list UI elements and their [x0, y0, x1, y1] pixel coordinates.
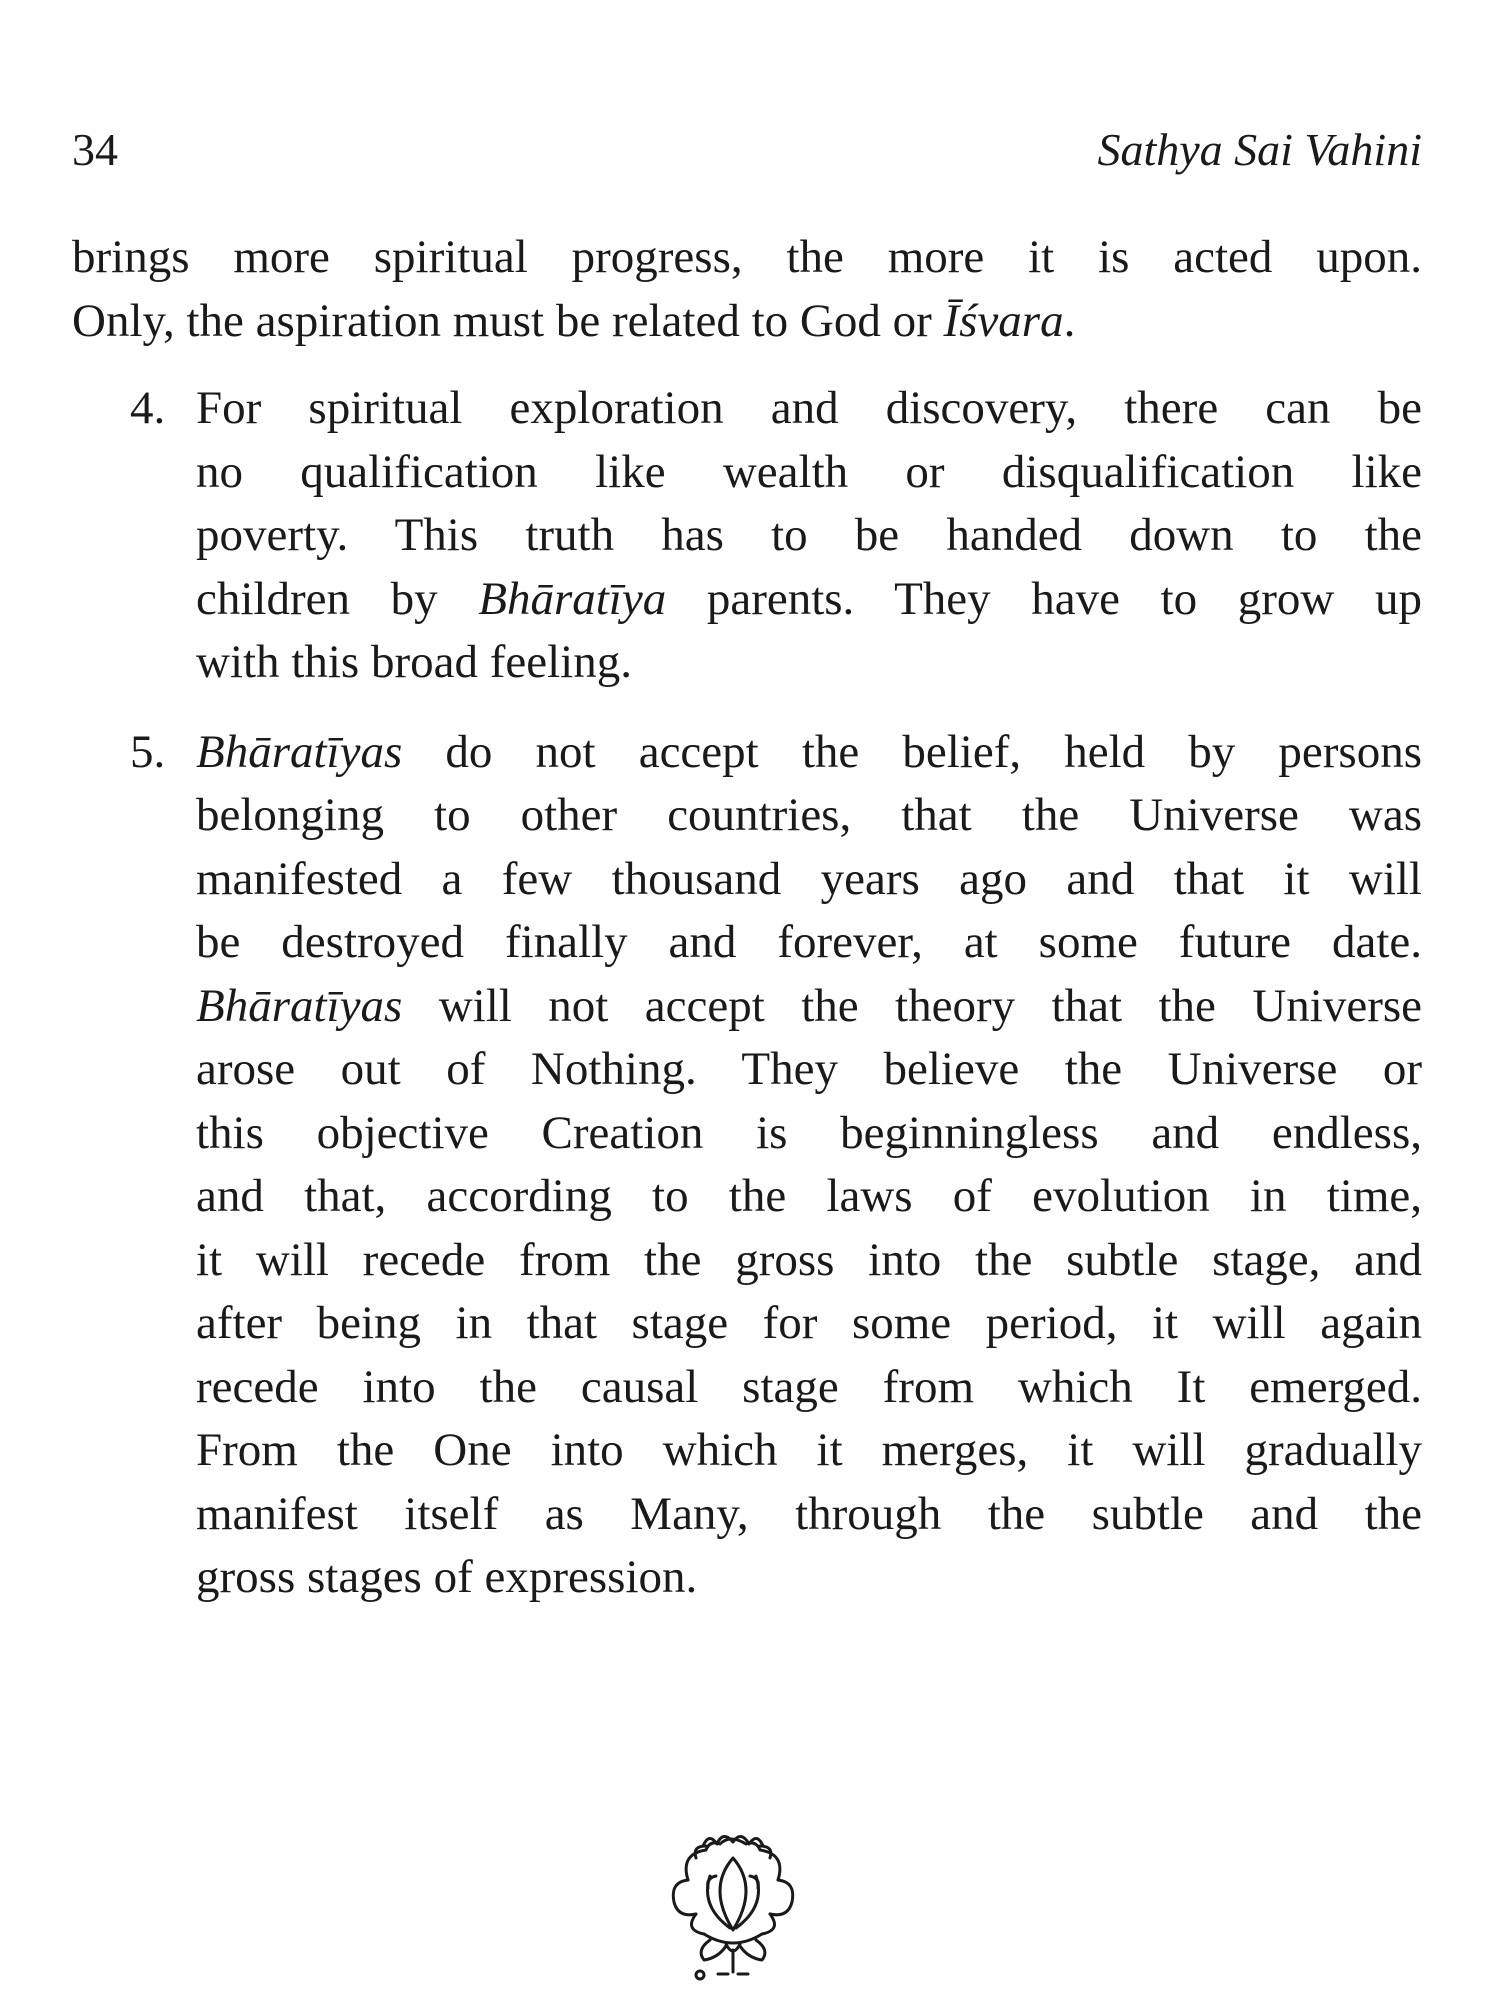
list-marker: 5. — [130, 725, 166, 778]
list-item-text: For spiritual exploration and discovery, there can be no qualification like wealth or disqualification like poverty. This truth has to be handed down to the children by Bhāratīya parents. They have to grow up with this broad feeling. — [196, 382, 1422, 688]
term-isvara: Īśvara — [943, 294, 1064, 347]
list-marker: 4. — [130, 382, 166, 434]
running-head — [72, 120, 1422, 180]
term-bharatiyas: Bhāratīyas — [196, 979, 403, 1032]
page-number: 34 — [72, 124, 118, 175]
term-bharatiyas: Bhāratīyas — [196, 725, 403, 778]
intro-line-2: Only, the aspiration must be related to God or Īśvara. — [72, 294, 1076, 347]
list-item-text: Bhāratīyas do not accept the belief, held by persons belonging to other countries, that the Universe was manifested a few thousand years ago and that it will be destroyed finally and forever, at some future date. Bhāratīyas will not accept the theory that the Universe arose out of Nothing. They believe the Universe or this objective Creation is beginningless and endless, and that, according to the laws of evolution in time, it will recede from the gross into the subtle stage, and after being in that stage for some period, it will again recede into the causal stage from which It emerged. From the One into which it merges, it will gradually manifest itself as Many, through the subtle and the gross stages of expression. — [196, 725, 1422, 1603]
body-text — [72, 226, 1422, 1610]
book-title: Sathya Sai Vahini — [1097, 124, 1422, 175]
list-item-4 — [72, 377, 1422, 695]
intro-paragraph — [72, 226, 1422, 353]
lotus-icon — [648, 1818, 818, 1988]
list-item-5 — [72, 721, 1422, 1610]
numbered-list — [72, 377, 1422, 1610]
term-bharatiya: Bhāratīya — [478, 572, 667, 625]
intro-line-1: brings more spiritual progress, the more it is acted upon. — [72, 231, 1422, 283]
